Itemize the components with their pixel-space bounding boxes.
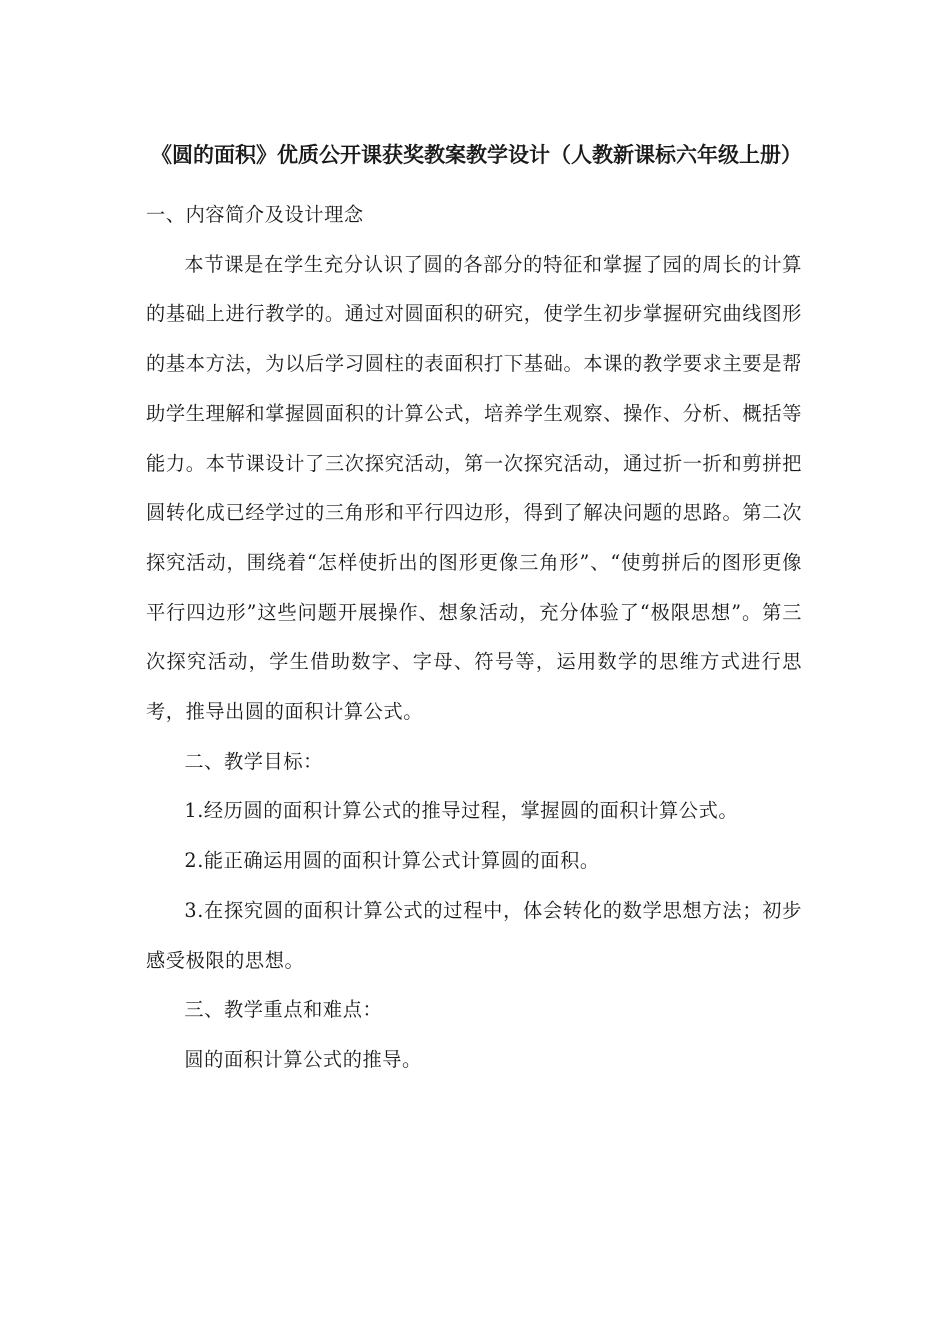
document-body — [146, 190, 802, 1085]
document-title: 《圆的面积》优质公开课获奖教案教学设计（人教新课标六年级上册） — [151, 143, 802, 167]
section-heading-key-points: 三、教学重点和难点： — [184, 998, 383, 1022]
goal-item-3: 3.在探究圆的面积计算公式的过程中，体会转化的数学思想方法；初步感受极限的思想。 — [146, 898, 802, 972]
key-point-item-1: 圆的面积计算公式的推导。 — [184, 1047, 422, 1071]
intro-paragraph: 本节课是在学生充分认识了圆的各部分的特征和掌握了园的周长的计算的基础上进行教学的。通过对圆面积的研究，使学生初步掌握研究曲线图形的基本方法，为以后学习圆柱的表面积打下基础。本课的教学要求主要是帮助学生理解和掌握圆面积的计算公式，培养学生观察、操作、分析、概括等能力。本节课设计了三次探究活动，第一次探究活动，通过折一折和剪拼把圆转化成已经学过的三角形和平行四边形，得到了解决问题的思路。第二次探究活动，围绕着“怎样使折出的图形更像三角形”、“使剪拼后的图形更像平行四边形”这些问题开展操作、想象活动，充分体验了“极限思想”。第三次探究活动，学生借助数字、字母、符号等，运用数学的思维方式进行思考，推导出圆的面积计算公式。 — [146, 252, 802, 724]
section-heading-intro: 一、内容简介及设计理念 — [146, 203, 364, 226]
section-heading-goals: 二、教学目标： — [184, 749, 323, 773]
goal-item-1: 1.经历圆的面积计算公式的推导过程，掌握圆的面积计算公式。 — [184, 799, 739, 823]
goal-item-2: 2.能正确运用圆的面积计算公式计算圆的面积。 — [184, 849, 600, 873]
